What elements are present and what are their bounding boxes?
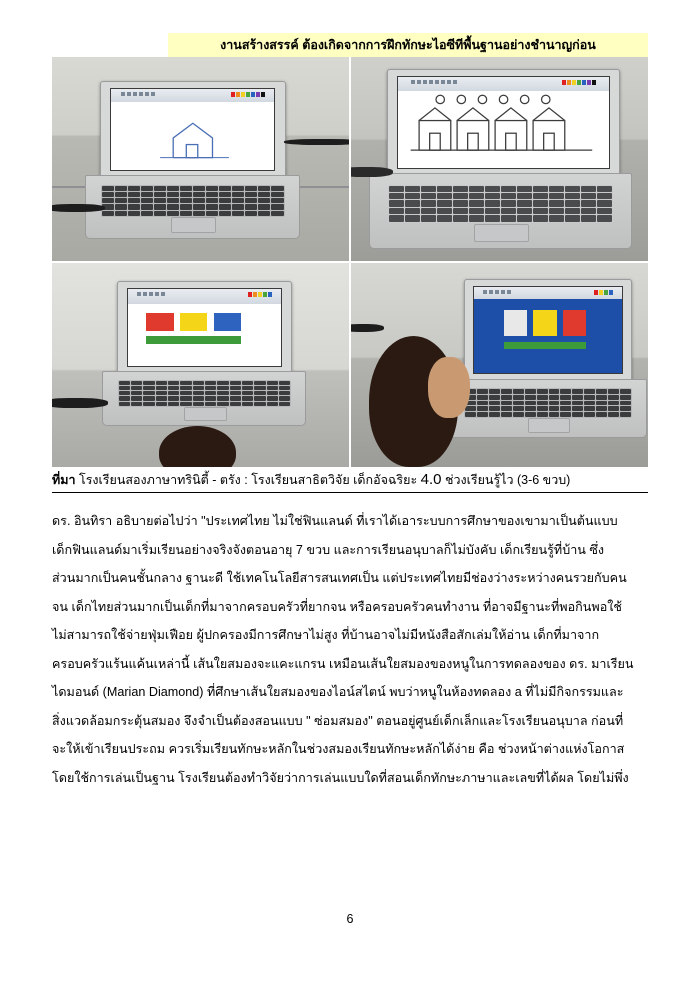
- drawing-canvas: [474, 299, 622, 374]
- drawing-block-white: [504, 310, 528, 335]
- caption-highlight: 4.0: [420, 471, 442, 488]
- house-sketch-icon: [111, 102, 275, 171]
- paragraph-line: โดยใช้การเล่นเป็นฐาน โรงเรียนต้องทำวิจัยว่าการเล่นแบบใดที่สอนเด็กทักษะภาษาและเลขที่ได้ผล โดยไม่พึ่ง: [52, 770, 629, 785]
- cable: [351, 324, 384, 332]
- photo-bottom-right: [351, 263, 648, 467]
- caption-underline: [52, 492, 648, 493]
- app-ribbon: [398, 77, 609, 93]
- laptop-keyboard: [101, 185, 285, 217]
- laptop-keyboard: [118, 380, 292, 408]
- banner-heading: งานสร้างสรรค์ ต้องเกิดจากการฝึกทักษะไอซีทีพื้นฐานอย่างชำนาญก่อน: [168, 33, 648, 57]
- photo-top-left: [52, 57, 349, 261]
- paragraph-line: จน เด็กไทยส่วนมากเป็นเด็กที่มาจากครอบครัวที่ยากจน หรือครอบครัวคนทำงาน ที่อาจมีฐานะที่พอกินพอใช้: [52, 599, 622, 614]
- paragraph-line: ส่วนมากเป็นคนชั้นกลาง ฐานะดี ใช้เทคโนโลยีสารสนเทศเป็น แต่ประเทศไทยมีช่องว่างระหว่างคนรวยกับคน: [52, 571, 627, 585]
- ribbon-tools-icon: [137, 292, 165, 296]
- paragraph-line: ไดมอนด์ (Marian Diamond) ที่ศึกษาเส้นใยสมองของไอน์สไตน์ พบว่าหนูในห้องทดลอง a ที่ไม่มีกิจกรรมและ: [52, 685, 624, 699]
- row-of-houses-sketch-icon: [398, 91, 609, 169]
- laptop-base: [369, 173, 632, 248]
- caption-text: โรงเรียนสองภาษาทรินิตี้ - ตรัง : โรงเรียนสาธิตวิจัย เด็กอัจฉริยะ: [78, 473, 418, 487]
- cable: [52, 398, 108, 408]
- child-face: [428, 357, 470, 418]
- laptop-keyboard: [464, 388, 633, 418]
- drawing-canvas: [398, 91, 609, 168]
- drawing-block-green: [146, 336, 241, 343]
- laptop-base: [102, 371, 306, 426]
- cable: [52, 204, 105, 212]
- laptop-screen: [127, 288, 282, 367]
- laptop-screen: [110, 88, 276, 170]
- app-ribbon: [128, 289, 281, 305]
- photo-collage: [52, 57, 648, 467]
- body-paragraph: [52, 507, 652, 792]
- cable: [351, 167, 393, 177]
- paragraph-line: สิ่งแวดล้อมกระตุ้นสมอง จึงจำเป็นต้องสอนแบบ " ซ่อมสมอง" ตอนอยู่ศูนย์เด็กเล็กและโรงเรียนอนุบาล ก่อนที่: [52, 713, 624, 728]
- paragraph-line: เด็กฟินแลนด์มาเริ่มเรียนอย่างจริงจังตอนอายุ 7 ขวบ และการเรียนอนุบาลก็ไม่บังคับ เด็กเรียนรู้ที่บ้าน ซึ่ง: [52, 542, 605, 557]
- laptop-screen: [473, 286, 623, 374]
- photo-bottom-left: [52, 263, 349, 467]
- ribbon-tools-icon: [483, 290, 511, 294]
- laptop-base: [85, 175, 301, 238]
- drawing-block-yellow: [180, 313, 208, 331]
- color-palette-icon: [248, 292, 272, 297]
- drawing-block-green: [504, 342, 587, 349]
- drawing-canvas: [111, 102, 275, 170]
- caption-label: ที่มา: [52, 473, 76, 487]
- drawing-block-blue: [214, 313, 242, 331]
- paragraph-line: จะให้เข้าเรียนประถม ควรเริ่มเรียนทักษะหลักในช่วงสมองเรียนทักษะหลักได้ง่าย คือ ช่วงหน้าต่างแห่งโอกาส: [52, 742, 625, 756]
- laptop-lid: [464, 279, 632, 383]
- paragraph-line: ครอบครัวแร้นแค้นเหล่านี้ เส้นใยสมองจะแคะแกรน เหมือนเส้นใยสมองของหนูในการทดลองของ ดร. มาเรียน: [52, 656, 634, 671]
- page-number: 6: [346, 912, 354, 926]
- paragraph-line: ดร. อินทิรา อธิบายต่อไปว่า "ประเทศไทย ไม่ใช่ฟินแลนด์ ที่เราได้เอาระบบการศึกษาของเขามาเป็นต้นแบบ: [52, 514, 618, 528]
- ribbon-tools-icon: [121, 92, 155, 96]
- laptop-lid: [100, 81, 286, 179]
- color-palette-icon: [562, 80, 596, 85]
- laptop-lid: [387, 69, 621, 177]
- laptop-screen: [397, 76, 610, 169]
- laptop-touchpad: [528, 418, 569, 433]
- laptop-base: [449, 379, 647, 438]
- drawing-block-yellow: [533, 310, 557, 335]
- caption-text-2: ช่วงเรียนรู้ไว (3-6 ขวบ): [445, 473, 571, 487]
- drawing-block-red: [146, 313, 174, 331]
- photo-top-right: [351, 57, 648, 261]
- drawing-block-red: [563, 310, 587, 335]
- paragraph-line: ไม่สามารถใช้จ่ายฟุ่มเฟือย ผู้ปกครองมีการศึกษาไม่สูง ที่บ้านอาจไม่มีหนังสือสักเล่มให้อ่าน เด็กที่มาจาก: [52, 628, 600, 642]
- laptop-keyboard: [388, 185, 613, 223]
- ribbon-tools-icon: [411, 80, 457, 84]
- laptop-lid: [117, 281, 291, 375]
- app-ribbon: [111, 89, 275, 103]
- laptop-touchpad: [474, 224, 528, 242]
- figure-caption: [52, 470, 652, 490]
- laptop-touchpad: [184, 407, 226, 421]
- color-palette-icon: [594, 290, 613, 295]
- drawing-canvas: [128, 304, 281, 366]
- cable: [284, 139, 349, 145]
- color-palette-icon: [231, 92, 265, 97]
- laptop-touchpad: [171, 217, 216, 232]
